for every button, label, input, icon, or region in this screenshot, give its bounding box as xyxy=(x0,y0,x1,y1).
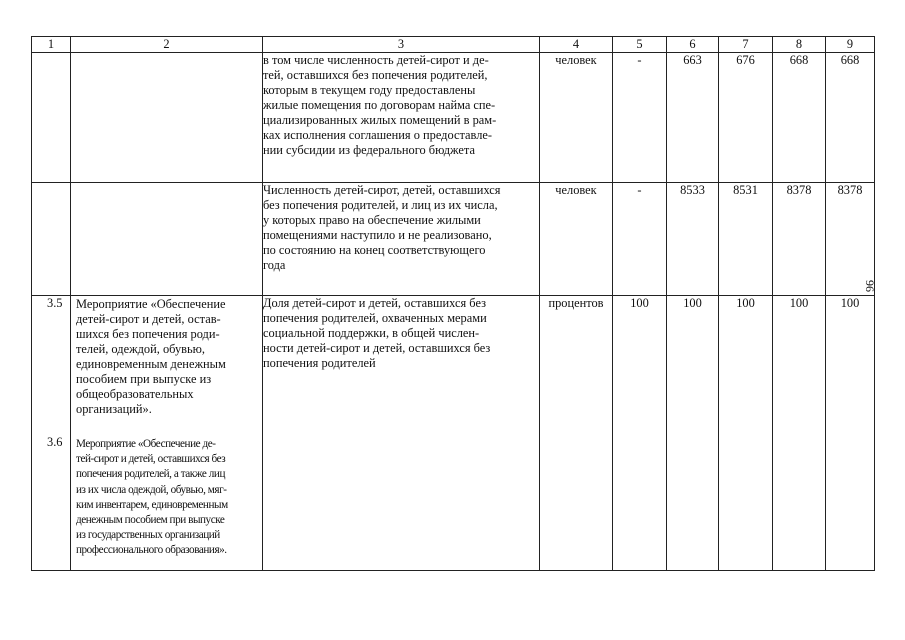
event-3-6-text: Мероприятие «Обеспечение де- тей-сирот и детей, оставшихся без попечения родителей, а также лиц из их числа одеждой, обувью, мяг- ким инвентарем, единовременным денежным пособием при выпуске из государственных организаций профессионального образования». xyxy=(76,438,228,557)
row-number-3-6: 3.6 xyxy=(47,435,63,449)
column-header: 8 xyxy=(773,37,826,53)
value-cell: 8378 xyxy=(826,183,875,296)
value-cell: 676 xyxy=(719,53,773,183)
value-cell: - xyxy=(613,183,667,296)
column-header: 3 xyxy=(263,37,540,53)
value-cell: 100 xyxy=(773,296,826,571)
value-cell: 100 xyxy=(613,296,667,571)
column-header: 7 xyxy=(719,37,773,53)
table-row xyxy=(32,183,875,296)
row-number-cell xyxy=(32,296,71,571)
row-number-cell xyxy=(32,183,71,296)
indicator-cell: Численность детей-сирот, детей, оставшихся без попечения родителей, и лиц из их числа, у которых право на обеспечение жилыми помещениями наступило и не реализовано, по состоянию на конец соответствующего года xyxy=(263,183,540,296)
value-cell: 100 xyxy=(667,296,719,571)
column-header: 9 xyxy=(826,37,875,53)
event-cell xyxy=(71,53,263,183)
event-cell xyxy=(71,183,263,296)
row-number-cell xyxy=(32,53,71,183)
column-header: 4 xyxy=(540,37,613,53)
value-cell: 100 xyxy=(719,296,773,571)
value-cell: 663 xyxy=(667,53,719,183)
page-number: 96 xyxy=(863,280,877,292)
row-number-3-5: 3.5 xyxy=(47,296,63,310)
data-table xyxy=(31,36,875,571)
value-cell: 668 xyxy=(826,53,875,183)
indicator-cell: в том числе численность детей-сирот и де- тей, оставшихся без попечения родителей, которым в текущем году предоставлены жилые помещения по договорам найма спе- циализированных жилых помещений в рам- ках исполнения соглашения о предоставле- нии субсидии из федерального бюджета xyxy=(263,53,540,183)
column-header: 5 xyxy=(613,37,667,53)
table-row xyxy=(32,296,875,571)
value-cell: 668 xyxy=(773,53,826,183)
event-3-5-text: Мероприятие «Обеспечение детей-сирот и детей, остав- шихся без попечения роди- телей, одеждой, обувью, единовременным денежным пособием при выпуске из общеобразовательных организаций». xyxy=(76,297,226,416)
value-cell: 8531 xyxy=(719,183,773,296)
unit-cell: человек xyxy=(540,53,613,183)
value-cell: 8533 xyxy=(667,183,719,296)
column-header: 1 xyxy=(32,37,71,53)
event-cell xyxy=(71,296,263,571)
table-row xyxy=(32,53,875,183)
value-cell: 100 xyxy=(826,296,875,571)
value-cell: - xyxy=(613,53,667,183)
table-header-row xyxy=(32,37,875,53)
indicator-cell: Доля детей-сирот и детей, оставшихся без попечения родителей, охваченных мерами социальной поддержки, в общей числен- ности детей-сирот и детей, оставшихся без попечения родителей xyxy=(263,296,540,571)
unit-cell: человек xyxy=(540,183,613,296)
unit-cell: процентов xyxy=(540,296,613,571)
value-cell: 8378 xyxy=(773,183,826,296)
column-header: 6 xyxy=(667,37,719,53)
column-header: 2 xyxy=(71,37,263,53)
